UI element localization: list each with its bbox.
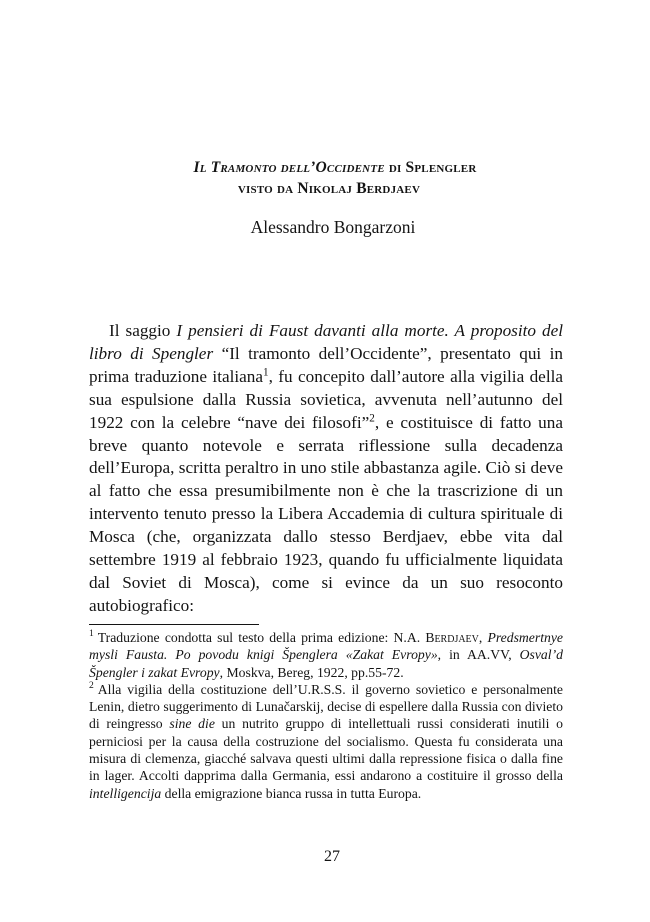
text-run: , xyxy=(478,630,488,645)
body-text xyxy=(89,320,563,618)
footnote-number: 1 xyxy=(89,628,94,640)
cited-title-italic: Predsmertnye mysli Fausta. Po povodu knigi Špenglera «Zakat Evropy» xyxy=(89,630,564,663)
title-line-1 xyxy=(0,157,650,178)
title-italic-part: Il Tramonto dell’Occidente xyxy=(193,159,385,176)
footnote-number: 2 xyxy=(89,680,94,692)
author-smallcaps: Berdjaev xyxy=(425,630,479,645)
text-run: della emigrazione bianca russa in tutta Europa. xyxy=(161,785,422,801)
text-run: , fu concepito dall’autore alla vigilia della sua espulsione dalla Russia sovietica, avvenuta nell’autunno del 1922 con la celebre “nave dei filosofi” xyxy=(89,366,563,432)
text-run: un nutrito gruppo di intellettuali russi considerati inutili o perniciosi per la causa della costruzione del socialismo. Questa fu considerata una misura di clemenza, giacché salvava questi ultimi dalla repressione fisica o dalla fine in lager. Accolti dapprima dalla Germania, essi andarono a costituire il grosso della xyxy=(89,716,563,784)
essay-title-italic: I pensieri di Faust davanti alla morte. A proposito del libro di Spengler xyxy=(89,321,564,363)
page-number: 27 xyxy=(324,848,340,865)
footnote-1 xyxy=(89,629,563,681)
footnotes xyxy=(89,629,563,802)
footnote-ref-1: 1 xyxy=(263,366,269,379)
text-run: Traduzione condotta sul testo della prima edizione: N.A. xyxy=(97,630,426,645)
footnote-ref-2: 2 xyxy=(369,411,375,424)
text-run: “Il tramonto dell’Occidente”, presentato qui in prima traduzione italiana xyxy=(89,343,563,386)
text-run: , Moskva, Bereg, 1922, pp.55-72. xyxy=(219,664,404,680)
term-italic: intelligencija xyxy=(89,785,162,801)
text-run: , in AA.VV, xyxy=(437,647,520,663)
text-run: Il saggio xyxy=(109,321,177,340)
footnote-divider xyxy=(89,624,259,625)
latin-phrase-italic: sine die xyxy=(169,716,215,732)
author-name: Alessandro Bongarzoni xyxy=(250,217,416,237)
cited-book-italic: Osval’d Špengler i zakat Evropy xyxy=(89,647,563,680)
text-run: Alla vigilia della costituzione dell’U.R.S.S. il governo sovietico e personalmente Lenin, dietro suggerimento di Lunačarskij, decise di espellere dalla Russia con divieto di reingresso xyxy=(89,681,563,732)
article-title xyxy=(0,157,650,199)
text-run: , e costituisce di fatto una breve quanto notevole e serrata riflessione sulla decadenza dell’Europa, scritta peraltro in uno stile abbastanza agile. Ciò si deve al fatto che essa presumibilmente non è che la trascrizione di un intervento tenuto presso la Libera Accademia di cultura spirituale di Mosca (che, organizzata dallo stesso Berdjaev, ebbe vita dal settembre 1919 al febbraio 1923, quando fu ufficialmente liquidata dal Soviet di Mosca), come si evince da un suo resoconto autobiografico: xyxy=(89,412,563,615)
title-roman-part: di Splengler xyxy=(384,159,477,176)
footnote-2 xyxy=(89,681,563,802)
title-line-2: visto da Nikolaj Berdjaev xyxy=(237,180,421,197)
paragraph-1 xyxy=(89,320,563,618)
